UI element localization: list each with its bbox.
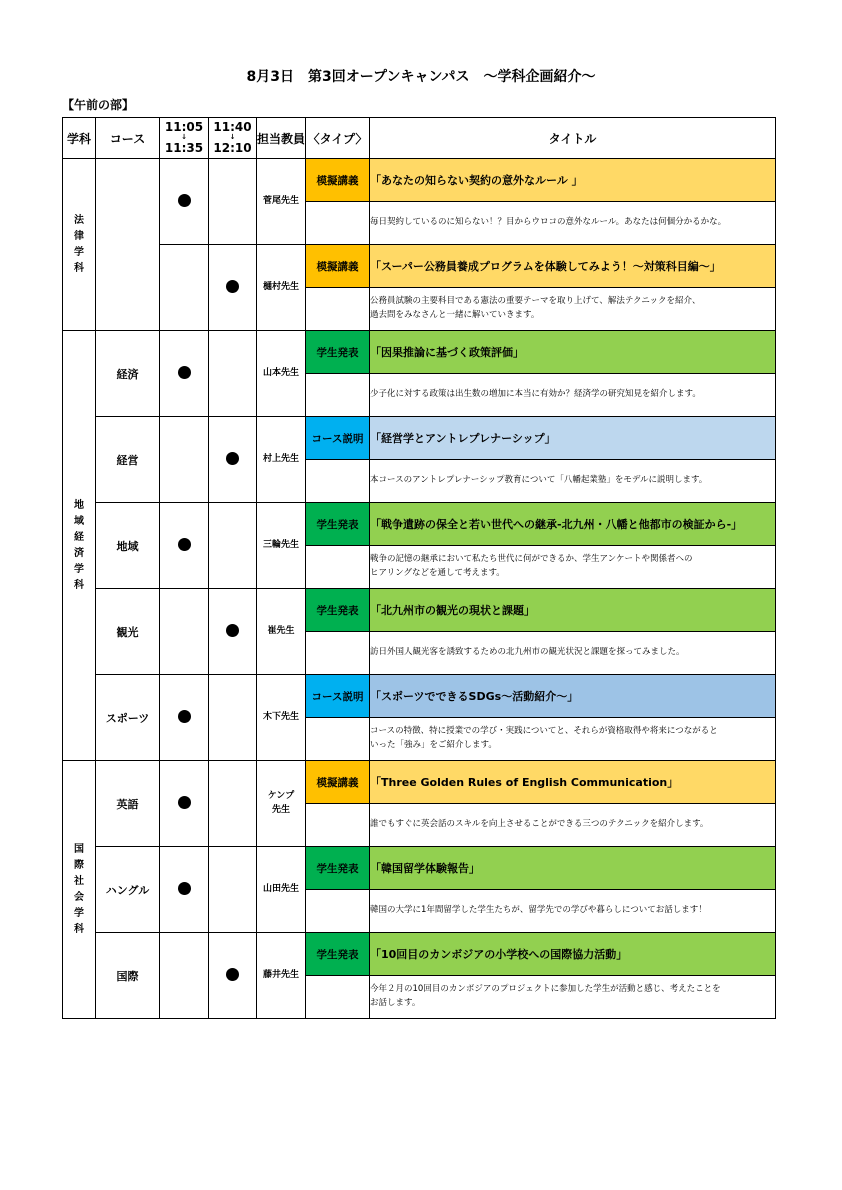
slot2-cell [209,159,257,245]
desc-line: 韓国の大学に1年間留学した学生たちが、留学先での学びや暮らしについてお話します！ [370,905,707,916]
teacher-cell: 村上先生 [257,417,306,503]
type-blank [306,202,370,245]
slot2-cell [209,589,257,675]
teacher-cell: 崔先生 [257,589,306,675]
type-badge: 模擬講義 [306,245,370,288]
program-title: 「10回目のカンボジアの小学校への国際協力活動」 [370,933,776,976]
program-title: 「スポーツでできるSDGs～活動紹介～」 [370,675,776,718]
course-cell: ハングル [96,847,160,933]
program-desc [370,546,776,589]
dept-char: 域 [74,515,84,527]
program-row [63,589,776,632]
slot1-cell [160,589,209,675]
teacher-cell [257,761,306,847]
attendance-dot [226,280,239,293]
program-title: 「経営学とアントレプレナーシップ」 [370,417,776,460]
desc-line: 誰でもすぐに英会話のスキルを向上させることができる三つのテクニックを紹介します。 [370,819,709,830]
course-cell [96,159,160,331]
type-blank [306,288,370,331]
teacher-cell: 三輪先生 [257,503,306,589]
slot1-cell [160,503,209,589]
desc-line: 本コースのアントレプレナーシップ教育について「八幡起業塾」をモデルに説明します。 [370,475,708,486]
header-dept: 学科 [63,118,96,159]
program-desc [370,460,776,503]
type-badge: 学生発表 [306,589,370,632]
schedule-table [62,117,776,1019]
attendance-dot [178,538,191,551]
program-desc [370,374,776,417]
program-row [63,933,776,976]
slot2-sep: ↓ [229,133,236,142]
course-cell: 観光 [96,589,160,675]
dept-law [63,159,96,331]
teacher-cell: 山田先生 [257,847,306,933]
program-desc [370,288,776,331]
attendance-dot [178,882,191,895]
slot2-cell [209,503,257,589]
type-badge: 学生発表 [306,503,370,546]
attendance-dot [226,452,239,465]
dept-char: 経 [74,531,84,543]
desc-line: 毎日契約しているのに知らない！？目からウロコの意外なルール。あなたは何個分かるかな。 [370,217,727,228]
dept-char: 地 [74,499,84,511]
attendance-dot [178,796,191,809]
type-blank [306,718,370,761]
slot1-cell [160,761,209,847]
header-course: コース [96,118,160,159]
type-blank [306,976,370,1019]
course-cell: 地域 [96,503,160,589]
course-cell: 国際 [96,933,160,1019]
course-cell: スポーツ [96,675,160,761]
slot1-sep: ↓ [181,133,187,142]
page-title: 8月3日 第3回オープンキャンパス ～学科企画紹介～ [246,69,596,85]
attendance-dot [178,710,191,723]
teacher-cell: 木下先生 [257,675,306,761]
teacher-line: 先生 [271,804,290,815]
type-blank [306,546,370,589]
dept-char: 学 [74,563,84,575]
attendance-dot [226,624,239,637]
slot2-cell [209,933,257,1019]
dept-char: 社 [74,875,84,887]
teacher-line: ケンプ [267,791,295,801]
slot1-cell [160,331,209,417]
dept-char: 済 [74,547,84,559]
dept-char: 学 [74,907,84,919]
program-title: 「あなたの知らない契約の意外なルール 」 [370,159,776,202]
course-cell: 英語 [96,761,160,847]
dept-char: 際 [74,859,84,871]
attendance-dot [178,366,191,379]
desc-line: ヒアリングなどを通して考えます。 [370,568,505,578]
dept-char: 科 [74,579,84,591]
section-label: 【午前の部】 [62,98,135,112]
header-teacher: 担当教員 [257,118,306,159]
teacher-cell: 山本先生 [257,331,306,417]
slot1-start: 11:05 [164,119,204,134]
slot1-cell [160,933,209,1019]
program-row [63,675,776,718]
dept-char: 科 [74,923,84,935]
teacher-cell: 藤井先生 [257,933,306,1019]
slot2-cell [209,331,257,417]
program-row [63,761,776,804]
type-badge: 学生発表 [306,933,370,976]
slot1-end: 11:35 [164,140,204,155]
course-cell: 経済 [96,331,160,417]
dept-char: 科 [74,262,84,274]
dept-char: 国 [74,843,84,855]
dept-char: 会 [74,891,84,903]
course-cell: 経営 [96,417,160,503]
type-blank [306,804,370,847]
slot1-cell [160,417,209,503]
program-title: 「Three Golden Rules of English Communication」 [370,761,776,804]
slot2-cell [209,761,257,847]
program-title: 「スーパー公務員養成プログラムを体験してみよう！～対策科目編～」 [370,245,776,288]
attendance-dot [178,194,191,207]
header-row [63,118,776,159]
desc-line: 訪日外国人観光客を誘致するための北九州市の観光状況と課題を探ってみました。 [370,647,685,658]
attendance-dot [226,968,239,981]
type-badge: 学生発表 [306,331,370,374]
dept-char: 法 [74,214,84,226]
program-title: 「因果推論に基づく政策評価」 [370,331,776,374]
type-blank [306,460,370,503]
dept-econ [63,331,96,761]
type-blank [306,374,370,417]
desc-line: コースの特徴、特に授業での学び・実践についてと、それらが資格取得や将来につながると [370,726,718,737]
dept-intl [63,761,96,1019]
type-badge: 模擬講義 [306,159,370,202]
desc-line: いった「強み」をご紹介します。 [370,740,497,750]
desc-line: 少子化に対する政策は出生数の増加に本当に有効か？経済学の研究知見を紹介します。 [370,389,701,400]
program-row [63,503,776,546]
program-row [63,847,776,890]
slot2-cell [209,847,257,933]
slot1-cell [160,847,209,933]
type-blank [306,890,370,933]
program-row [63,417,776,460]
header-slot1 [160,118,209,159]
slot1-cell [160,159,209,245]
dept-char: 学 [74,246,84,258]
program-row [63,245,776,288]
slot2-end: 12:10 [213,140,252,155]
program-desc [370,976,776,1019]
desc-line: 戦争の記憶の継承において私たち世代に何ができるか、学生アンケートや関係者への [370,554,693,565]
program-row [63,159,776,202]
type-badge: コース説明 [306,675,370,718]
header-title: タイトル [370,118,776,159]
dept-char: 律 [74,230,84,242]
program-desc [370,202,776,245]
desc-line: 今年２月の10回目のカンボジアのプロジェクトに参加した学生が活動と感じ、考えたことを [370,984,721,995]
desc-line: 過去問をみなさんと一緒に解いていきます。 [370,310,540,320]
program-desc [370,804,776,847]
program-title: 「戦争遺跡の保全と若い世代への継承-北九州・八幡と他都市の検証から-」 [370,503,776,546]
type-badge: 学生発表 [306,847,370,890]
program-desc [370,632,776,675]
slot2-cell [209,245,257,331]
type-blank [306,632,370,675]
program-row [63,331,776,374]
slot2-cell [209,417,257,503]
header-slot2 [209,118,257,159]
program-desc [370,890,776,933]
type-badge: 模擬講義 [306,761,370,804]
header-type: 〈タイプ〉 [306,118,370,159]
slot1-cell [160,245,209,331]
program-desc [370,718,776,761]
program-title: 「北九州市の観光の現状と課題」 [370,589,776,632]
slot1-cell [160,675,209,761]
type-badge: コース説明 [306,417,370,460]
teacher-cell: 樋村先生 [257,245,306,331]
teacher-cell: 菅尾先生 [257,159,306,245]
desc-line: 公務員試験の主要科目である憲法の重要テーマを取り上げて、解法テクニックを紹介、 [370,296,701,307]
slot2-cell [209,675,257,761]
desc-line: お話します。 [370,998,421,1008]
program-title: 「韓国留学体験報告」 [370,847,776,890]
slot2-start: 11:40 [213,119,252,134]
